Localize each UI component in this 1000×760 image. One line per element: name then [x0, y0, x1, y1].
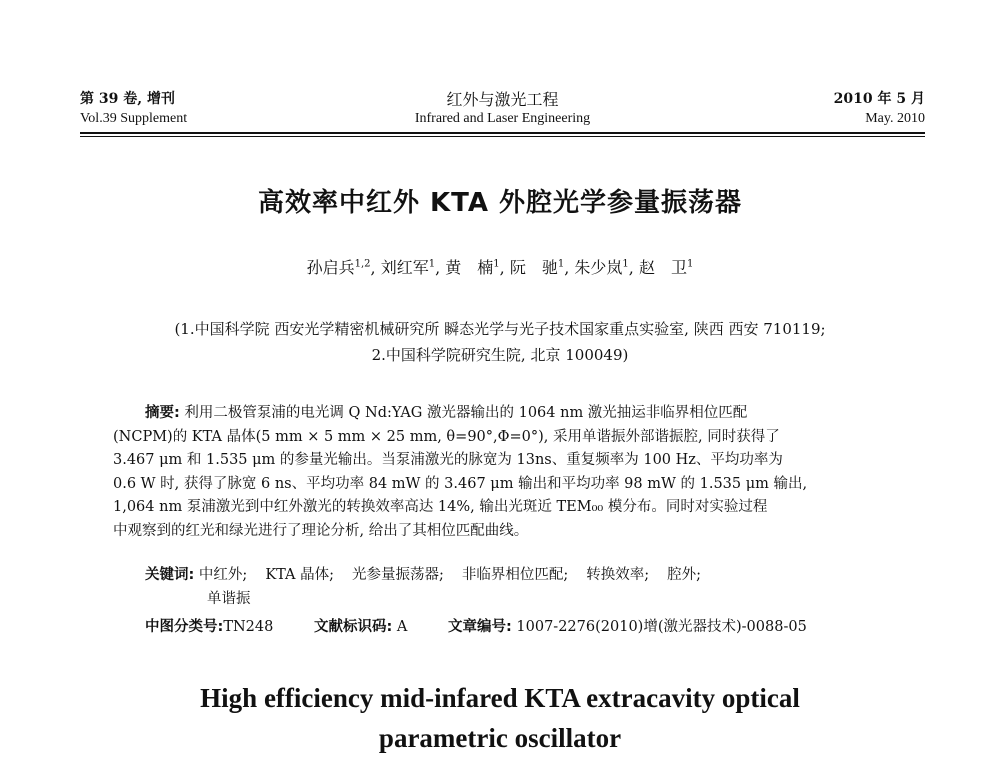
author-list: 孙启兵$^{1,2}$, 刘红军$^1$, 黄 楠$^1$, 阮 驰$^1$, 朱少岚$^1$, 赵 卫$^1$ — [306, 258, 694, 278]
abstract — [113, 402, 888, 543]
article-number — [448, 619, 807, 635]
paper-title-en — [0, 678, 1000, 758]
author-affiliation-mark: 1 — [493, 259, 500, 270]
abstract-line: 中观察到的红光和绿光进行了理论分析, 给出了其相位匹配曲线。 — [113, 522, 529, 539]
affiliation-line-2: 2.中国科学院研究生院, 北京 100049) — [371, 346, 629, 364]
header-date-zh: 2010 年 5 月 — [833, 91, 925, 107]
header-rule-thick — [80, 132, 925, 134]
keyword-continuation: 单谐振 — [207, 590, 251, 607]
header-journal — [80, 90, 925, 128]
paper-title-zh: 高效率中红外 KTA 外腔光学参量振荡器 — [257, 188, 743, 218]
keyword: KTA 晶体; — [265, 567, 334, 583]
keywords — [145, 564, 885, 611]
author — [639, 258, 693, 277]
paper-title-en-line-2: parametric oscillator — [378, 723, 622, 753]
header-journal-zh: 红外与激光工程 — [446, 90, 559, 109]
header-date-en: May. 2010 — [865, 111, 925, 126]
author-name: 刘红军 — [380, 258, 429, 278]
header-rule-thin — [80, 136, 925, 137]
article-label: 文章编号: — [447, 619, 512, 635]
keyword-items — [199, 567, 719, 583]
classification-line — [145, 616, 905, 638]
keyword: 光参量振荡器; — [352, 567, 444, 583]
abstract-line: 0.6 W 时, 获得了脉宽 6 ns、平均功率 84 mW 的 3.467 μm 输出和平均功率 98 mW 的 1.535 μm 输出, — [113, 475, 808, 492]
header-date — [834, 90, 925, 128]
clc-number — [145, 619, 273, 635]
keyword: 中红外; — [198, 567, 248, 583]
author — [381, 258, 435, 277]
keyword: 转换效率; — [586, 567, 650, 583]
author-affiliation-mark: 1 — [686, 259, 694, 270]
author-affiliation-mark: 1 — [557, 259, 565, 270]
affiliation — [100, 316, 900, 368]
keyword: 非临界相位匹配; — [461, 567, 569, 583]
document-code — [314, 619, 407, 635]
author-name: 孙启兵 — [306, 258, 355, 278]
doc-value: A — [396, 619, 408, 635]
doc-label: 文献标识码: — [313, 619, 393, 635]
clc-value: TN248 — [223, 619, 274, 635]
abstract-line: 1,064 nm 泵浦激光到中红外激光的转换效率高达 14%, 输出光斑近 TEM₀₀ 模分布。同时对实验过程 — [113, 499, 768, 515]
affiliation-line-1: (1.中国科学院 西安光学精密机械研究所 瞬态光学与光子技术国家重点实验室, 陕西 西安 710119; — [174, 320, 826, 338]
header-volume-zh: 第 39 卷, 增刊 — [80, 91, 175, 107]
author-name: 朱少岚 — [574, 258, 623, 278]
abstract-line: 3.467 μm 和 1.535 μm 的参量光输出。当泵浦激光的脉宽为 13ns、重复频率为 100 Hz、平均功率为 — [113, 452, 783, 468]
author-name: 黄 楠 — [445, 258, 494, 278]
author-name: 阮 驰 — [509, 258, 558, 278]
abstract-label: 摘要: — [145, 405, 180, 421]
paper-title-en-line-1: High efficiency mid-infared KTA extracavity optical — [200, 683, 800, 713]
author-affiliation-mark: 1 — [622, 259, 629, 270]
author — [510, 258, 564, 277]
header-volume-en: Vol.39 Supplement — [80, 111, 188, 126]
author-affiliation-mark: 1,2 — [354, 259, 371, 270]
abstract-text: 利用二极管泵浦的电光调 Q Nd:YAG 激光器输出的 1064 nm 激光抽运非临界相位匹配 — [184, 405, 748, 421]
header-journal-en: Infrared and Laser Engineering — [414, 111, 591, 126]
article-value: 1007-2276(2010)增(激光器技术)-0088-05 — [516, 619, 807, 635]
keyword: 腔外; — [667, 567, 702, 583]
journal-header — [80, 90, 925, 136]
author — [574, 258, 628, 277]
author — [307, 258, 371, 277]
keywords-label: 关键词: — [145, 567, 195, 583]
clc-label: 中图分类号: — [145, 619, 224, 635]
author — [445, 258, 499, 277]
abstract-line: (NCPM)的 KTA 晶体(5 mm × 5 mm × 25 mm, θ=90°,Φ=0°), 采用单谐振外部谐振腔, 同时获得了 — [113, 428, 780, 445]
author-affiliation-mark: 1 — [428, 259, 436, 270]
abstract-line — [113, 402, 888, 426]
author-name: 赵 卫 — [638, 258, 687, 278]
